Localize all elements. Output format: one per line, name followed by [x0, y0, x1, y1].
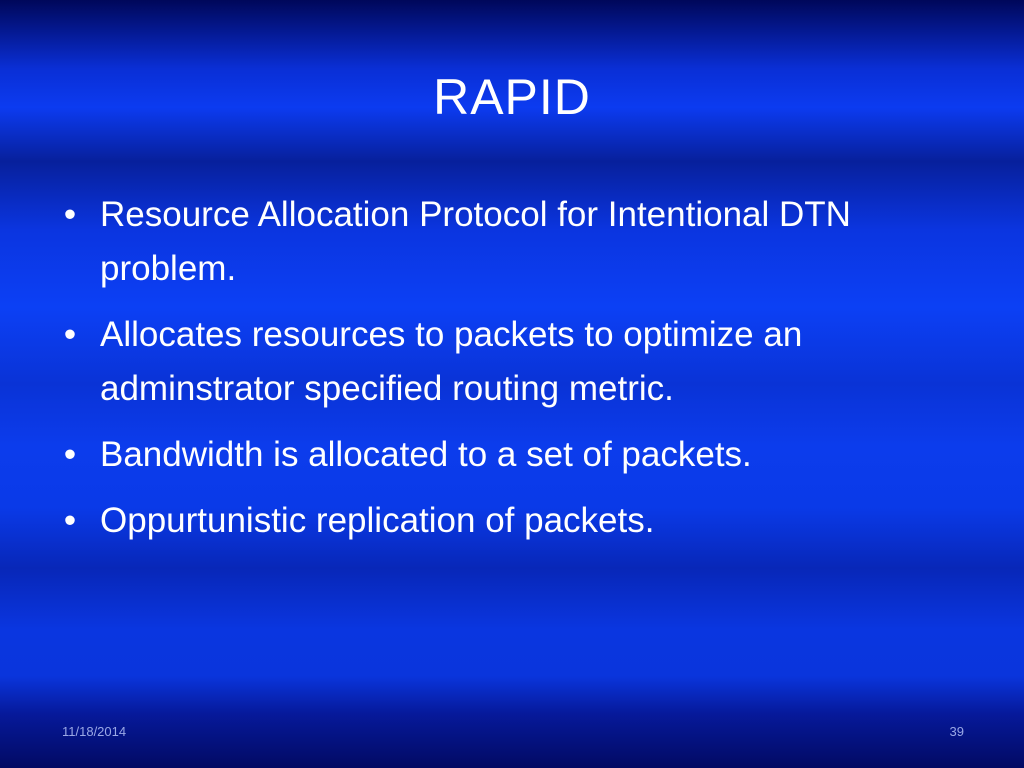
bullet-text: Bandwidth is allocated to a set of packets. [100, 435, 752, 474]
bullet-item [56, 428, 946, 482]
bullet-list [56, 188, 946, 560]
bullet-icon: • [63, 315, 77, 354]
bullet-icon: • [63, 195, 77, 234]
bullet-item [56, 494, 946, 548]
slide-title: RAPID [433, 69, 591, 125]
bullet-item [56, 188, 946, 296]
bullet-text: Oppurtunistic replication of packets. [100, 501, 655, 540]
bullet-text: Allocates resources to packets to optimize an adminstrator specified routing metric. [100, 315, 803, 408]
bullet-item [56, 308, 946, 416]
footer-page-number: 39 [949, 724, 964, 739]
bullet-text: Resource Allocation Protocol for Intentional DTN problem. [100, 195, 851, 288]
bullet-icon: • [63, 435, 77, 474]
footer-date: 11/18/2014 [62, 724, 127, 739]
bullet-icon: • [63, 501, 77, 540]
